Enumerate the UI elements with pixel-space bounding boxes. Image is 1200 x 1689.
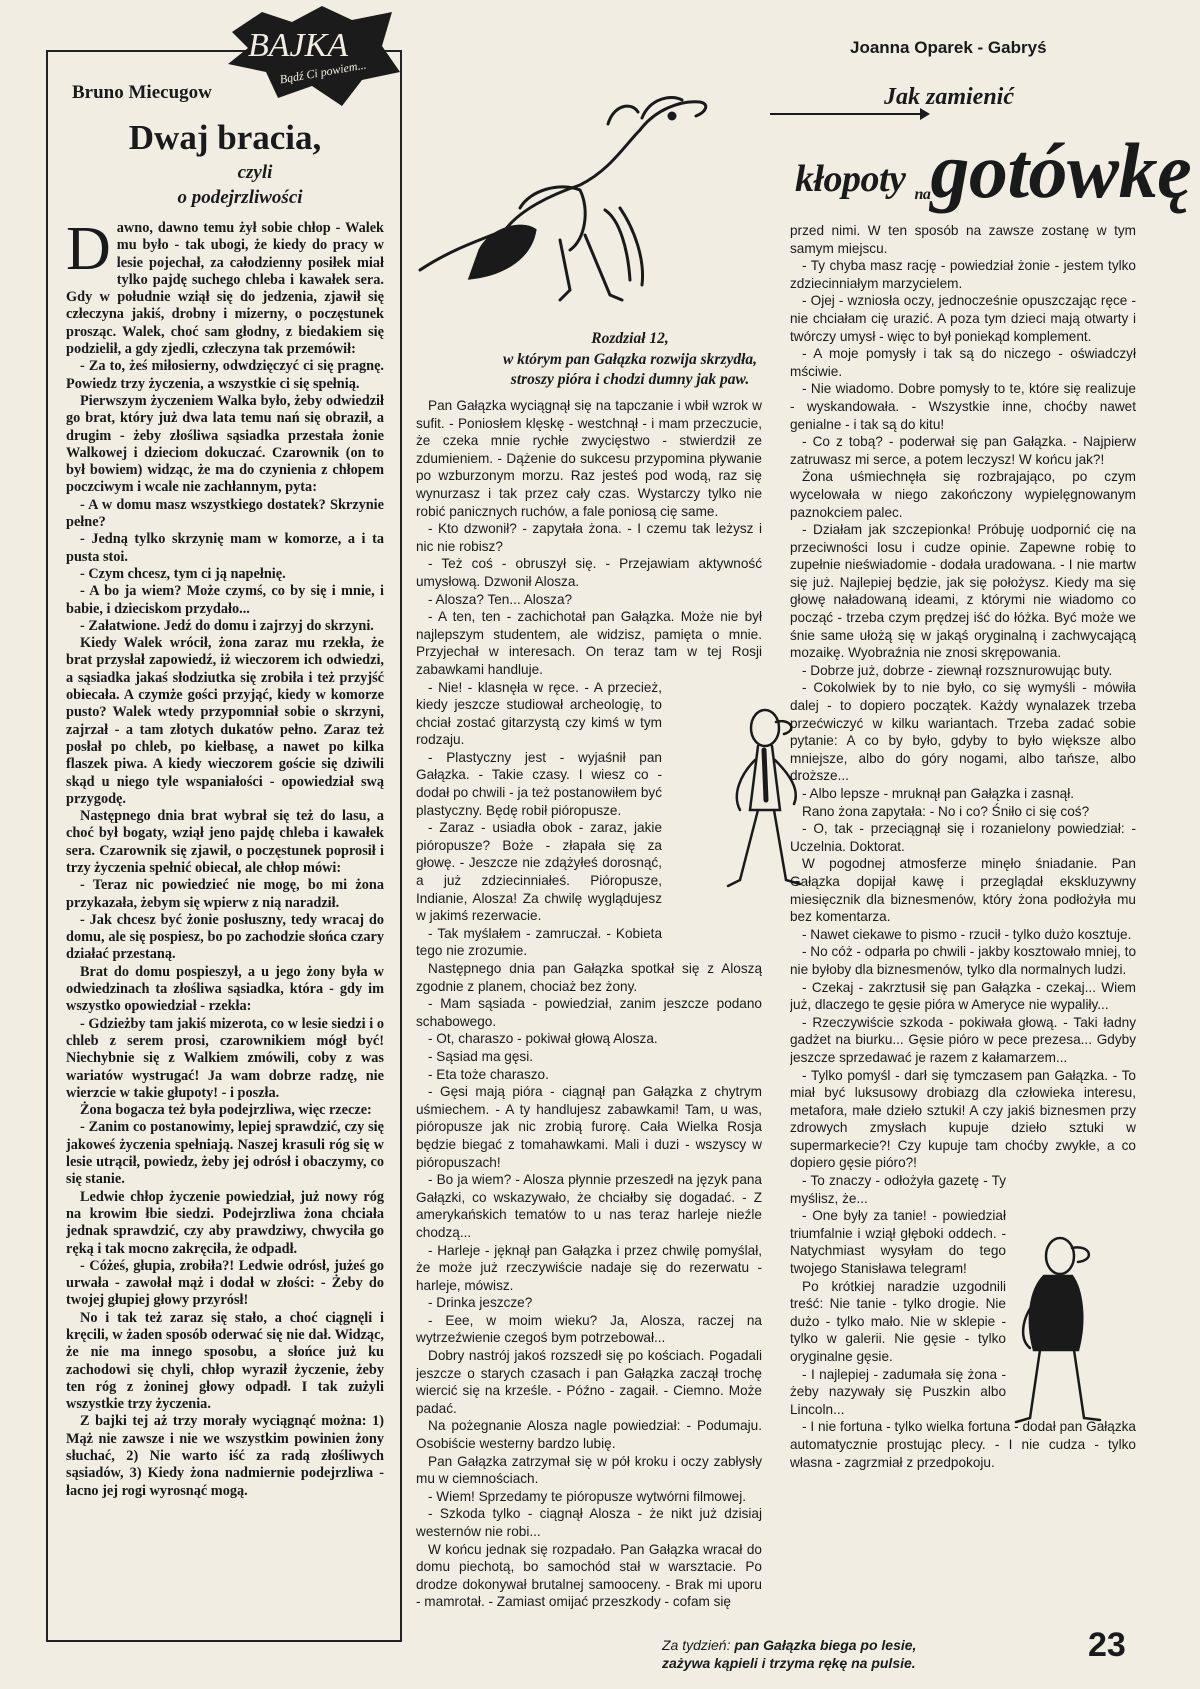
left-paragraph: - Czym chcesz, tym ci ją napełnię. [80, 565, 286, 582]
left-paragraph: Z bajki tej aż trzy morały wyciągnąć można: 1) Mąż nie zawsze i nie we wszystkim powinien żony słuchać, 2) Nie warto iść za radą złośliwych sąsiadów, 3) Kiedy żona nadmiernie podejrzliwa - łacno jej rogi wyrosnąć mogą. [66, 1413, 384, 1499]
right-paragraph: - Czekaj - zakrztusił się pan Gałązka - czekaj... Wiem już, dlaczego te gęsie pióra w Ameryce nie wypaliły... [790, 979, 1136, 1013]
chapter-line-2: w którym pan Gałązka rozwija skrzydła, [502, 351, 758, 368]
right-paragraph: - Nawet ciekawe to pismo - rzucił - tylko dużo kosztuje. [802, 926, 1132, 942]
middle-paragraph: Dobry nastrój jakoś rozszedł się po kościach. Pogadali jeszcze o starych czasach i pan Gałązka zaczął trochę wiercić się na krześle. - Późno - zagaił. - Ciemno. Może padać. [416, 1348, 762, 1416]
badge-main-text: BAJKA [248, 27, 349, 64]
right-paragraph: - To znaczy - odłożyła gazetę - Ty myślisz, że... [790, 1173, 1006, 1206]
right-paragraph: - Dobrze już, dobrze - ziewnął rozsznurowując buty. [802, 662, 1113, 678]
left-paragraph: Żona bogacza też była podejrzliwa, więc rzecze: [80, 1102, 372, 1119]
middle-paragraph: - Zaraz - usiadła obok - zaraz, jakie pióropusze? Boże - złapała się za głowę. - Jeszcze nie zdążyłeś dorosnąć, a już zdziecinniałeś. Pióropusze, Indianie, Alosza! Za chwilę wyglądujesz w jakimś rezerwacie. [416, 820, 662, 924]
left-paragraph: No i tak też zaraz się stało, a choć ciągnęli i kręcili, w żaden sposób oderwać się nie dał. Widząc, że nie ma innego sposobu, a słońce już ku zachodowi się chyli, chłop wyraził życzenie, żeby ten róg z żoninej głowy odpadł. I tak zużyli wszystkie trzy życzenia. [66, 1309, 384, 1413]
middle-paragraph: - Mam sąsiada - powiedział, zanim jeszcze podano schabowego. [416, 996, 762, 1029]
right-paragraph: - I nie fortuna - tylko wielka fortuna - dodał pan Gałązka automatycznie prostując plecy. - I nie cudza - tylko własna - zagrzmiał z przedpokoju. [790, 1419, 1136, 1470]
page-number: 23 [1088, 1626, 1126, 1664]
left-paragraph: Dawno, dawno temu żył sobie chłop - Walek mu było - tak ubogi, że kiedy do pracy w lesie pojechał, za całodzienny posiłek miał tylko pajdę suchego chleba i kawałek sera. Gdy w południe wziął się do jedzenia, zjawił się człeczyna jakiś, drobny i mizerny, o poczęstunek prosząc. Walek, choć sam głodny, z biedakiem się podzielił, a gdy zjedli, człeczyna tak przemówił: [66, 220, 384, 358]
middle-paragraph: - Nie! - klasnęła w ręce. - A przecież, kiedy jeszcze studiował archeologię, to chciał zostać gitarzystą czy kimś w tym rodzaju. [416, 679, 662, 748]
right-author: Joanna Oparek - Gabryś [850, 38, 1047, 57]
teaser-text-2: zażywa kąpieli i trzyma rękę na pulsie. [662, 1655, 916, 1671]
right-paragraph: W pogodnej atmosferze minęło śniadanie. Pan Gałązka dopijał kawę i przeglądał ekskluzywny miesięcznik dla biznesmenów, który żona podłożyła mu bez komentarza. [790, 856, 1136, 925]
right-paragraph: - Rzeczywiście szkoda - pokiwała głową. - Taki ładny gadżet na biurku... Gęsie pióro w pece prezesa... Gdyby jeszcze sprzedawać je razem z kałamarzem... [790, 1014, 1136, 1065]
right-paragraph: - Działam jak szczepionka! Próbuję uodpornić cię na przeciwności losu i cudze opinie. Zapewne robię to zupełnie nieświadomie - dodała uradowana. - I nie martw się już. Najlepiej będzie, jak się położysz. Kiedy ma się głowę naładowaną ideami, z którymi nie wiadomo co począć - trzeba czym prędzej iść do łóżka. Być może we śnie same ułożą się w jakąś oryginalną i zachwycającą mozaikę. Wyobraźnia nie znosi skrępowania. [790, 522, 1136, 661]
middle-paragraph: - Plastyczny jest - wyjaśnił pan Gałązka. - Takie czasy. I wiesz co - dodał po chwili - ja też postanowiłem być plastyczny. Będę robił pióropusze. [416, 749, 662, 818]
right-paragraph: - One były za tanie! - powiedział triumfalnie i wziął głęboki oddech. - Natychmiast wysyłam do tego twojego Stanisława telegram! [790, 1208, 1006, 1277]
middle-paragraph: - A ten, ten - zachichotał pan Gałązka. Może nie był najlepszym studentem, ale widzisz, pamięta o mnie. Przyjechał w interesach. On teraz tam w tej Rosji zabawkami handluje. [416, 609, 762, 677]
middle-paragraph: - Też coś - obruszył się. - Przejawiam aktywność umysłową. Dzwonił Alosza. [416, 556, 762, 589]
right-paragraph: - O, tak - przeciągnął się i rozanielony powiedział: - Uczelnia. Doktorat. [790, 821, 1136, 854]
mouse-illustration [410, 90, 720, 320]
left-paragraph: Pierwszym życzeniem Walka było, żeby odwiedził go brat, który już dwa lata temu nań się obraził, a drugim - żeby złośliwa sąsiadka przestała żonie Walkowej i dzieciom dokuczać. Czarownik (on to był bowiem) widząc, że ma do czynienia z chłopem poczciwym i wcale nie zachłannym, pyta: [66, 392, 384, 496]
right-paragraph: Żona uśmiechnęła się rozbrajająco, po czym wycelowała w niego zakończony wypielęgnowanym paznokciem palec. [790, 469, 1136, 520]
teaser-prefix: Za tydzień: [662, 1637, 731, 1653]
right-paragraph: - No cóż - odparła po chwili - jakby kosztowało mniej, to nie byłoby dla biznesmenów, tylko dla normalnych ludzi. [790, 944, 1136, 977]
right-paragraph: - Ojej - wzniosła oczy, jednocześnie opuszczając ręce - nie chciałam cię urazić. A poza tym dzieci mają otwarty i twórczy umysł - więc to był poniekąd komplement. [790, 293, 1136, 344]
right-paragraph: przed nimi. W ten sposób na zawsze zostanę w tym samym miejscu. [790, 223, 1136, 256]
right-paragraph: - Tylko pomyśl - darł się tymczasem pan Gałązka. - To miał być luksusowy drobiazg dla człowieka interesu, metafora, małe dzieło sztuki! A czy jakiś biznesmen przy zdrowych zmysłach kupuje dzieło sztuki w supermarkecie?! Czy kupuje tam choćby zwykłe, a co dopiero gęsie pióro?! [790, 1067, 1136, 1171]
left-subtitle-1: czyli [237, 162, 273, 183]
middle-paragraph: - Ot, charaszo - pokiwał głową Alosza. [428, 1031, 658, 1047]
middle-paragraph: - Szkoda tylko - ciągnął Alosza - że nikt już dzisiaj westernów nie robi... [416, 1506, 762, 1539]
middle-column [416, 397, 762, 1627]
left-paragraph: - Gdzieżby tam jakiś mizerota, co w lesie siedzi i o chleb z serem prosi, czarownikiem mógł być! Niechybnie się z Walkiem zmówili, coby z was wariatów wystrugać! Ja wam dobrze radzę, nie wierzcie w takie głupoty! - i poszła. [66, 1015, 384, 1101]
right-paragraph: - Cokolwiek by to nie było, co się wymyśli - mówiła dalej - to dopiero początek. Każdy wynalazek trzeba przećwiczyć w kilku wariantach. Trzeba zadać sobie pytanie: A co by było, gdyby to było większe albo mniejsze, albo do góry nogami, albo tańsze, albo droższe... [790, 680, 1136, 784]
middle-paragraph: Na pożegnanie Alosza nagle powiedział: - Podumaju. Osobiście westerny bardzo lubię. [416, 1418, 762, 1452]
middle-paragraph: W końcu jednak się rozpadało. Pan Gałązka wracał do domu piechotą, bo samochód stał w warsztacie. Po drodze dokonywał brutalnej samooceny. - Brak mi uporu - mamrotał. - Zamiast omijać przeszkody - cofam się [416, 1541, 762, 1610]
badge-sub-text: Bądź Ci powiem... [278, 57, 368, 87]
left-paragraph: - Załatwione. Jedź do domu i zajrzyj do skrzyni. [80, 617, 374, 634]
next-week-teaser [662, 1636, 916, 1672]
left-paragraph: - Cóżeś, głupia, zrobiła?! Ledwie odrósł, jużeś go urwała - zawołał mąż i dodał w złości: - Żeby do twojej głupiej głowy przyrósł! [66, 1257, 384, 1309]
right-paragraph: Rano żona zapytała: - No i co? Śniło ci się coś? [802, 803, 1090, 819]
left-paragraph: - Za to, żeś miłosierny, odwdzięczyć ci się pragnę. Powiedz trzy życzenia, a wszystkie ci się spełnią. [66, 358, 384, 392]
right-paragraph: - A moje pomysły i tak są do niczego - oświadczył mściwie. [790, 346, 1136, 379]
middle-paragraph: Następnego dnia pan Gałązka spotkał się z Aloszą zgodnie z planem, chociaż bez żony. [416, 961, 762, 994]
middle-paragraph: - Kto dzwonił? - zapytała żona. - I czemu tak leżysz i nic nie robisz? [416, 521, 762, 554]
left-paragraph: - A w domu masz wszystkiego dostatek? Skrzynie pełne? [66, 496, 384, 531]
middle-paragraph: - Sąsiad ma gęsi. [428, 1048, 534, 1064]
man-illustration [1000, 1230, 1120, 1430]
left-title: Dwaj bracia, [128, 118, 322, 157]
chapter-line-3: stroszy pióra i chodzi dumny jak paw. [510, 371, 750, 388]
middle-paragraph: - Alosza? Ten... Alosza? [428, 591, 573, 607]
right-paragraph: - Co z tobą? - poderwał się pan Gałązka. - Najpierw zatruwasz mi serce, a potem leczysz! W końcu jak?! [790, 434, 1136, 467]
middle-paragraph: Pan Gałązka wyciągnął się na tapczanie i wbił wzrok w sufit. - Poniosłem klęskę - westchnął - i mam przeczucie, że czeka mnie rychłe zwycięstwo - stwierdził ze zdumieniem. - Dążenie do sukcesu przypomina pływanie po wzburzonym morzu. Raz jesteś pod wodą, raz się wynurzasz i tak przez cały czas. Wystarczy tylko nie robić panicznych ruchów, a fale poniosą cię same. [416, 398, 762, 519]
middle-paragraph: - Tak myślałem - zamruczał. - Kobieta tego nie zrozumie. [416, 925, 662, 959]
left-paragraph: Brat do domu pospieszył, a u jego żony była w odwiedzinach ta złośliwa sąsiadka, która - gdy im wszystko opowiedział - rzekła: [66, 963, 384, 1015]
right-paragraph: Po krótkiej naradzie uzgodnili treść: Nie tanie - tylko drogie. Nie dużo - tylko mało. Nie w sklepie - tylko w galerii. Nie gęsie - tylko oryginalne gęsie. [790, 1278, 1006, 1364]
right-paragraph: - Ty chyba masz rację - powiedział żonie - jestem tylko zdziecinniałym marzycielem. [790, 258, 1136, 291]
headline-word-gotowke: gotówkę [930, 127, 1192, 214]
middle-paragraph: - Gęsi mają pióra - ciągnął pan Gałązka z chytrym uśmiechem. - A ty handlujesz zabawkami! Tam, u was, pióropusze jak nic zrobią furorę. Cała Wielka Rosja będzie biegać z tomahawkami. Mali i duzi - wszyscy w pióropuszach! [416, 1084, 762, 1170]
right-paragraph: - I najlepiej - zadumała się żona - żeby nazywały się Puszkin albo Lincoln... [790, 1366, 1006, 1417]
middle-paragraph: Pan Gałązka zatrzymał się w pół kroku i oczy zabłysły mu w ciemnościach. [416, 1453, 762, 1487]
headline-word-na: na [914, 186, 931, 203]
headline-line-2 [795, 126, 1191, 216]
teaser-text-1: pan Gałązka biega po lesie, [730, 1637, 917, 1653]
left-paragraph: - Jedną tylko skrzynię mam w komorze, a i ta pusta stoi. [66, 531, 384, 565]
left-story-body [66, 220, 384, 1620]
left-subtitle-2: o podejrzliwości [177, 187, 303, 208]
headline-arrow-icon [770, 106, 930, 122]
man-illustration [710, 700, 830, 900]
middle-paragraph: - Eta tożе charaszo. [428, 1066, 549, 1082]
left-paragraph: - Teraz nic powiedzieć nie mogę, bo mi żona przykazała, żebym się wpierw z nią naradził. [66, 877, 384, 911]
bajka-badge [222, 2, 402, 114]
left-paragraph: - Jak chcesz być żonie posłuszny, tedy wracaj do domu, ale się pospiesz, bo po zachodzie słońca czary działać przestaną. [66, 911, 384, 963]
middle-paragraph: - Drinka jeszcze? [428, 1295, 533, 1311]
left-paragraph: Następnego dnia brat wybrał się też do lasu, a choć był bogaty, wziął jeno pajdę chleba i kawałek sera. Czarownik się zjawił, o poczęstunek poprosił i trzy życzenia spełnić obiecał, ale chłop mówi: [66, 808, 384, 876]
left-paragraph: - A bo ja wiem? Może czymś, co by się i mnie, i babie, i dzieciskom przydało... [66, 583, 384, 617]
chapter-line-1: Rozdział 12, [591, 330, 669, 347]
headline-word-klopoty: kłopoty [795, 158, 906, 200]
left-paragraph: - Zanim co postanowimy, lepiej sprawdzić, czy się jakoweś życzenia spełniają. Naszej krasuli róg się w lesie utrącił, powiedz, żeby jej odrósł i obaczymy, co się stanie. [66, 1119, 384, 1188]
right-paragraph: - Nie wiadomo. Dobre pomysły to te, które się realizuje - wyskandowała. - Wszystkie inne, choćby nawet genialne - i tak są do kitu! [790, 381, 1136, 432]
middle-paragraph: - Bo ja wiem? - Alosza płynnie przeszedł na język pana Gałązki, co wskazywało, że chciałby się dogadać. - Z amerykańskich tematów to u nas teraz harleje nieźle chodzą... [416, 1172, 762, 1240]
middle-paragraph: - Harleje - jęknął pan Gałązka i przez chwilę pomyślał, że może już rzeczywiście nadaje się do rezerwatu - harleje, mówisz. [416, 1242, 762, 1293]
middle-paragraph: - Wiem! Sprzedamy te pióropusze wytwórni filmowej. [428, 1488, 747, 1504]
drop-cap: D [66, 220, 111, 283]
left-paragraph: Kiedy Walek wrócił, żona zaraz mu rzekła, że brat przysłał zapowiedź, iż wieczorem ich odwiedzi, a sąsiadka jakaś słodziutka się zrobiła i też przyjść obiecała. A czymże gości przyjąć, kiedy w komorze pusto? Walek wtedy przypomniał sobie o skrzyni, zajrzał - a tam złotych dukatów pełno. Zaraz też posłał po chleb, po kiełbasę, a nawet po kilka flaszek piwa. A kiedy wieczorem goście się dziwili skąd u niego tyle wspaniałości - opowiedział swą przygodę. [66, 635, 384, 807]
headline-line-1: Jak zamienić [884, 84, 1014, 110]
middle-paragraph: - Eee, w moim wieku? Ja, Alosza, raczej na wytrzeźwienie czegoś bym potrzebował... [416, 1312, 762, 1346]
left-paragraph: Ledwie chłop życzenie powiedział, już nowy róg na krowim łbie siedzi. Podejrzliwa żona chciała jednak sprawdzić, czy aby prawdziwy, chwyciła go ręką i tak mocno zakręciła, że odpadł. [66, 1188, 384, 1257]
left-author: Bruno Miecugow [72, 82, 212, 103]
right-paragraph: - Albo lepsze - mruknął pan Gałązka i zasnął. [802, 786, 1075, 801]
